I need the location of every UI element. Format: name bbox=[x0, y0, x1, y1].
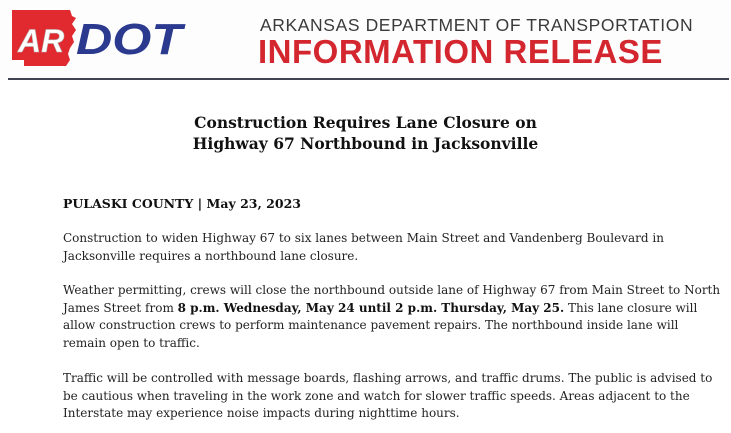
logo-dot-text: DOT bbox=[76, 15, 186, 64]
release-title bbox=[0, 112, 731, 154]
paragraph-3: Traffic will be controlled with message boards, flashing arrows, and traffic drums. The public is advised to be cautious when traveling in the work zone and watch for slower traffic speeds. Areas adjacent to the Interstate may experience noise impacts during nighttime hours. bbox=[63, 371, 713, 420]
paragraph-2-intro: Weather permitting, crews will close the northbound outside lane of Highway 67 from Main Street to North James Street from bbox=[63, 283, 721, 315]
release-label: INFORMATION RELEASE bbox=[258, 33, 663, 70]
ardot-logo bbox=[10, 8, 190, 68]
paragraph-2 bbox=[63, 282, 723, 352]
logo-ar-text: AR bbox=[18, 23, 65, 59]
dateline: PULASKI COUNTY | May 23, 2023 bbox=[63, 196, 301, 211]
letterhead bbox=[0, 0, 731, 80]
agency-name: ARKANSAS DEPARTMENT OF TRANSPORTATION bbox=[260, 15, 694, 35]
title-line-1: Construction Requires Lane Closure on bbox=[194, 113, 537, 132]
header-divider bbox=[8, 78, 729, 80]
paragraph-1: Construction to widen Highway 67 to six lanes between Main Street and Vandenberg Boulevard in Jacksonville requires a northbound lane closure. bbox=[63, 231, 664, 263]
title-line-2: Highway 67 Northbound in Jacksonville bbox=[192, 134, 539, 153]
paragraph-2-rest: This lane closure will allow construction crews to perform maintenance pavement repairs. The northbound inside lane will remain open to traffic. bbox=[63, 300, 698, 350]
closure-schedule: 8 p.m. Wednesday, May 24 until 2 p.m. Thursday, May 25. bbox=[177, 300, 565, 315]
